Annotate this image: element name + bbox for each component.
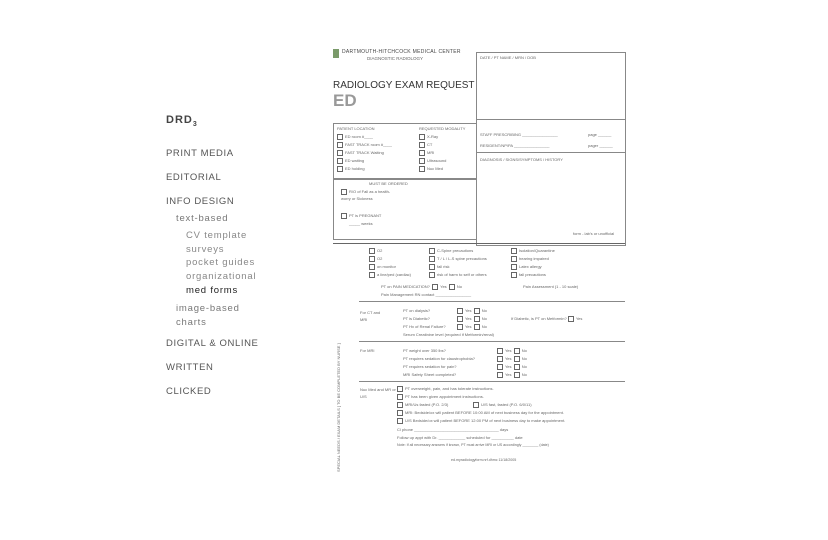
nuc-q-4: MRI: Bedside/ox will patient BEFORE 10:00 AM of next business day for the appointment. <box>397 410 564 416</box>
pregnant: PT is PREGNANT <box>341 213 381 219</box>
pain-assessment: Pain Assessment (1 - 10 scale) <box>523 284 579 289</box>
section-divider <box>333 243 625 244</box>
nav-text-based[interactable]: text-based <box>176 213 229 224</box>
need-3-4: fall precautions <box>511 272 546 278</box>
resident: RESIDENT/NP/PA ________________ <box>480 143 550 148</box>
mri-yn-3: Yes No <box>497 372 527 378</box>
form-note: form - lab's or unofficial <box>573 231 615 236</box>
nav-surveys[interactable]: surveys <box>186 244 225 255</box>
need-2-2: T / L / L-S spine precautions <box>429 256 487 262</box>
ct-q-0: PT on dialysis? <box>403 308 431 313</box>
need-1-1: O2 <box>369 248 382 254</box>
mri-yn-0: Yes No <box>497 348 527 354</box>
nuc-q-1: PT has been given appointment instructions. <box>397 394 484 400</box>
mri-yn-1: Yes No <box>497 356 527 362</box>
divider-3 <box>359 381 625 382</box>
phone-line: Cl phone ______________________________________ days <box>397 427 509 432</box>
modality-0: X-Ray <box>419 134 438 140</box>
nav-digital-online[interactable]: DIGITAL & ONLINE <box>166 338 259 349</box>
nuc-q-0: PT overweight, pain, and has tolerate instructions. <box>397 386 494 392</box>
mri-q-1: PT requires sedation for claustrophobia? <box>403 356 475 361</box>
need-2-4: risk of harm to self or others <box>429 272 487 278</box>
modality-4: Nuc Med <box>419 166 443 172</box>
modality-header: REQUESTED MODALITY <box>419 126 466 131</box>
mri-q-3: MRI Safety Sheet completed? <box>403 372 457 377</box>
footer-note: Note: If all necessary answers if known, PT must arrive MRI or US accordingly ________ (date) <box>397 443 549 447</box>
modality-1: CT <box>419 142 432 148</box>
need-1-2: O2 <box>369 256 382 262</box>
location-0: ED room #____ <box>337 134 373 140</box>
need-3-3: Latex allergy <box>511 264 542 270</box>
ct-yn-0: Yes No <box>457 308 487 314</box>
fall-risk: R/O of Fall as a health-worry or Sickness <box>341 189 391 201</box>
ct-diabetic: If Diabetic, is PT on Metformin? Yes <box>511 316 583 322</box>
mri-q-0: PT weight over 350 lbs? <box>403 348 446 353</box>
pager-1: page ______ <box>588 132 612 137</box>
site-logo[interactable]: $DRD_3$ <box>166 114 198 129</box>
pain-mgmt: Pain Management RN contact ________________ <box>381 292 472 297</box>
pain-line: PT on PAIN MEDICATION? Yes No <box>381 284 463 290</box>
divider-1 <box>359 301 625 302</box>
nuc-q-2: MRI/Us fasted (P.O. 2/3) <box>397 402 448 408</box>
ct-q-2: PT Hx of Renal Failure? <box>403 324 446 329</box>
nuc-label: Nuc Med and MR or U/S <box>360 387 396 399</box>
must-be-ordered: MUST BE ORDERED <box>369 181 408 186</box>
nav-editorial[interactable]: EDITORIAL <box>166 172 222 183</box>
need-1-3: on monitor <box>369 264 396 270</box>
mri-label: For MRI <box>360 348 375 353</box>
nav-med-forms[interactable]: med forms <box>186 285 239 296</box>
need-1-4: a line/ped (cardiac) <box>369 272 411 278</box>
bottom-line: ed.myradiologyform.nrf.dhmc 11/18/2005 <box>451 458 517 462</box>
nav-clicked[interactable]: CLICKED <box>166 386 212 397</box>
patient-label: DATE / PT NAME / MRN / DOB <box>480 55 536 60</box>
form-title: RADIOLOGY EXAM REQUEST <box>333 80 475 91</box>
location-1: FAST TRACK room #____ <box>337 142 392 148</box>
nav-print-media[interactable]: PRINT MEDIA <box>166 148 234 159</box>
med-form-preview <box>333 47 625 487</box>
patient-info-box <box>476 52 626 246</box>
nuc-q-3: U/S fast, fasted (P.O. 6/0/11) <box>473 402 532 408</box>
patient-divider <box>476 119 625 120</box>
nav-image-based[interactable]: image-based <box>176 303 240 314</box>
need-3-2: hearing impaired <box>511 256 549 262</box>
mri-q-2: PT requires sedation for pain? <box>403 364 457 369</box>
side-label: SPECIAL NEEDS / EXAM DETAILS [ TO BE COMPLETED BY NURSE ] <box>336 343 341 472</box>
location-header: PATIENT LOCATION <box>337 126 375 131</box>
mri-yn-2: Yes No <box>497 364 527 370</box>
nav-cv-template[interactable]: CV template <box>186 230 248 241</box>
divider-2 <box>359 341 625 342</box>
modality-3: Ultrasound <box>419 158 446 164</box>
ct-label: For CT and MRI <box>360 310 381 322</box>
nav-charts[interactable]: charts <box>176 317 207 328</box>
nuc-q-5: U/S Bedside/ox will patient BEFORE 12:00 PM of next business day to make appointment. <box>397 418 565 424</box>
location-2: FAST TRACK Waiting <box>337 150 384 156</box>
diagnosis-label: DIAGNOSIS / SIGNS/SYMPTOMS / HISTORY <box>480 157 563 162</box>
need-2-3: fall risk <box>429 264 449 270</box>
need-2-1: C-Spine precautions <box>429 248 473 254</box>
location-4: ED holding <box>337 166 365 172</box>
ct-creat: Serum Creatinine level (required if Metformin/renal) <box>403 332 494 337</box>
need-3-1: Isolation/Quarantine <box>511 248 555 254</box>
weeks: _____ weeks <box>349 221 373 226</box>
pager-2: pager ______ <box>588 143 613 148</box>
org-name: DARTMOUTH-HITCHCOCK MEDICAL CENTER <box>342 49 461 55</box>
location-3: ED waiting <box>337 158 364 164</box>
staff-prescribing: STAFF PRESCRIBING ________________ <box>480 132 558 137</box>
nav-written[interactable]: WRITTEN <box>166 362 214 373</box>
ct-q-1: PT is Diabetic? <box>403 316 430 321</box>
nav-info-design[interactable]: INFO DESIGN <box>166 196 235 207</box>
form-ed: ED <box>333 91 357 110</box>
dept-name: DIAGNOSTIC RADIOLOGY <box>367 56 424 61</box>
followup-line: Follow up appt with Dr. ____________ scheduled for __________ date <box>397 435 523 440</box>
nav-pocket-guides[interactable]: pocket guides <box>186 257 256 268</box>
staff-divider <box>476 152 625 153</box>
ct-yn-1: Yes No <box>457 316 487 322</box>
ct-yn-2: Yes No <box>457 324 487 330</box>
modality-2: MRI <box>419 150 434 156</box>
nav-organizational[interactable]: organizational <box>186 271 257 282</box>
org-logo-icon <box>333 49 339 58</box>
